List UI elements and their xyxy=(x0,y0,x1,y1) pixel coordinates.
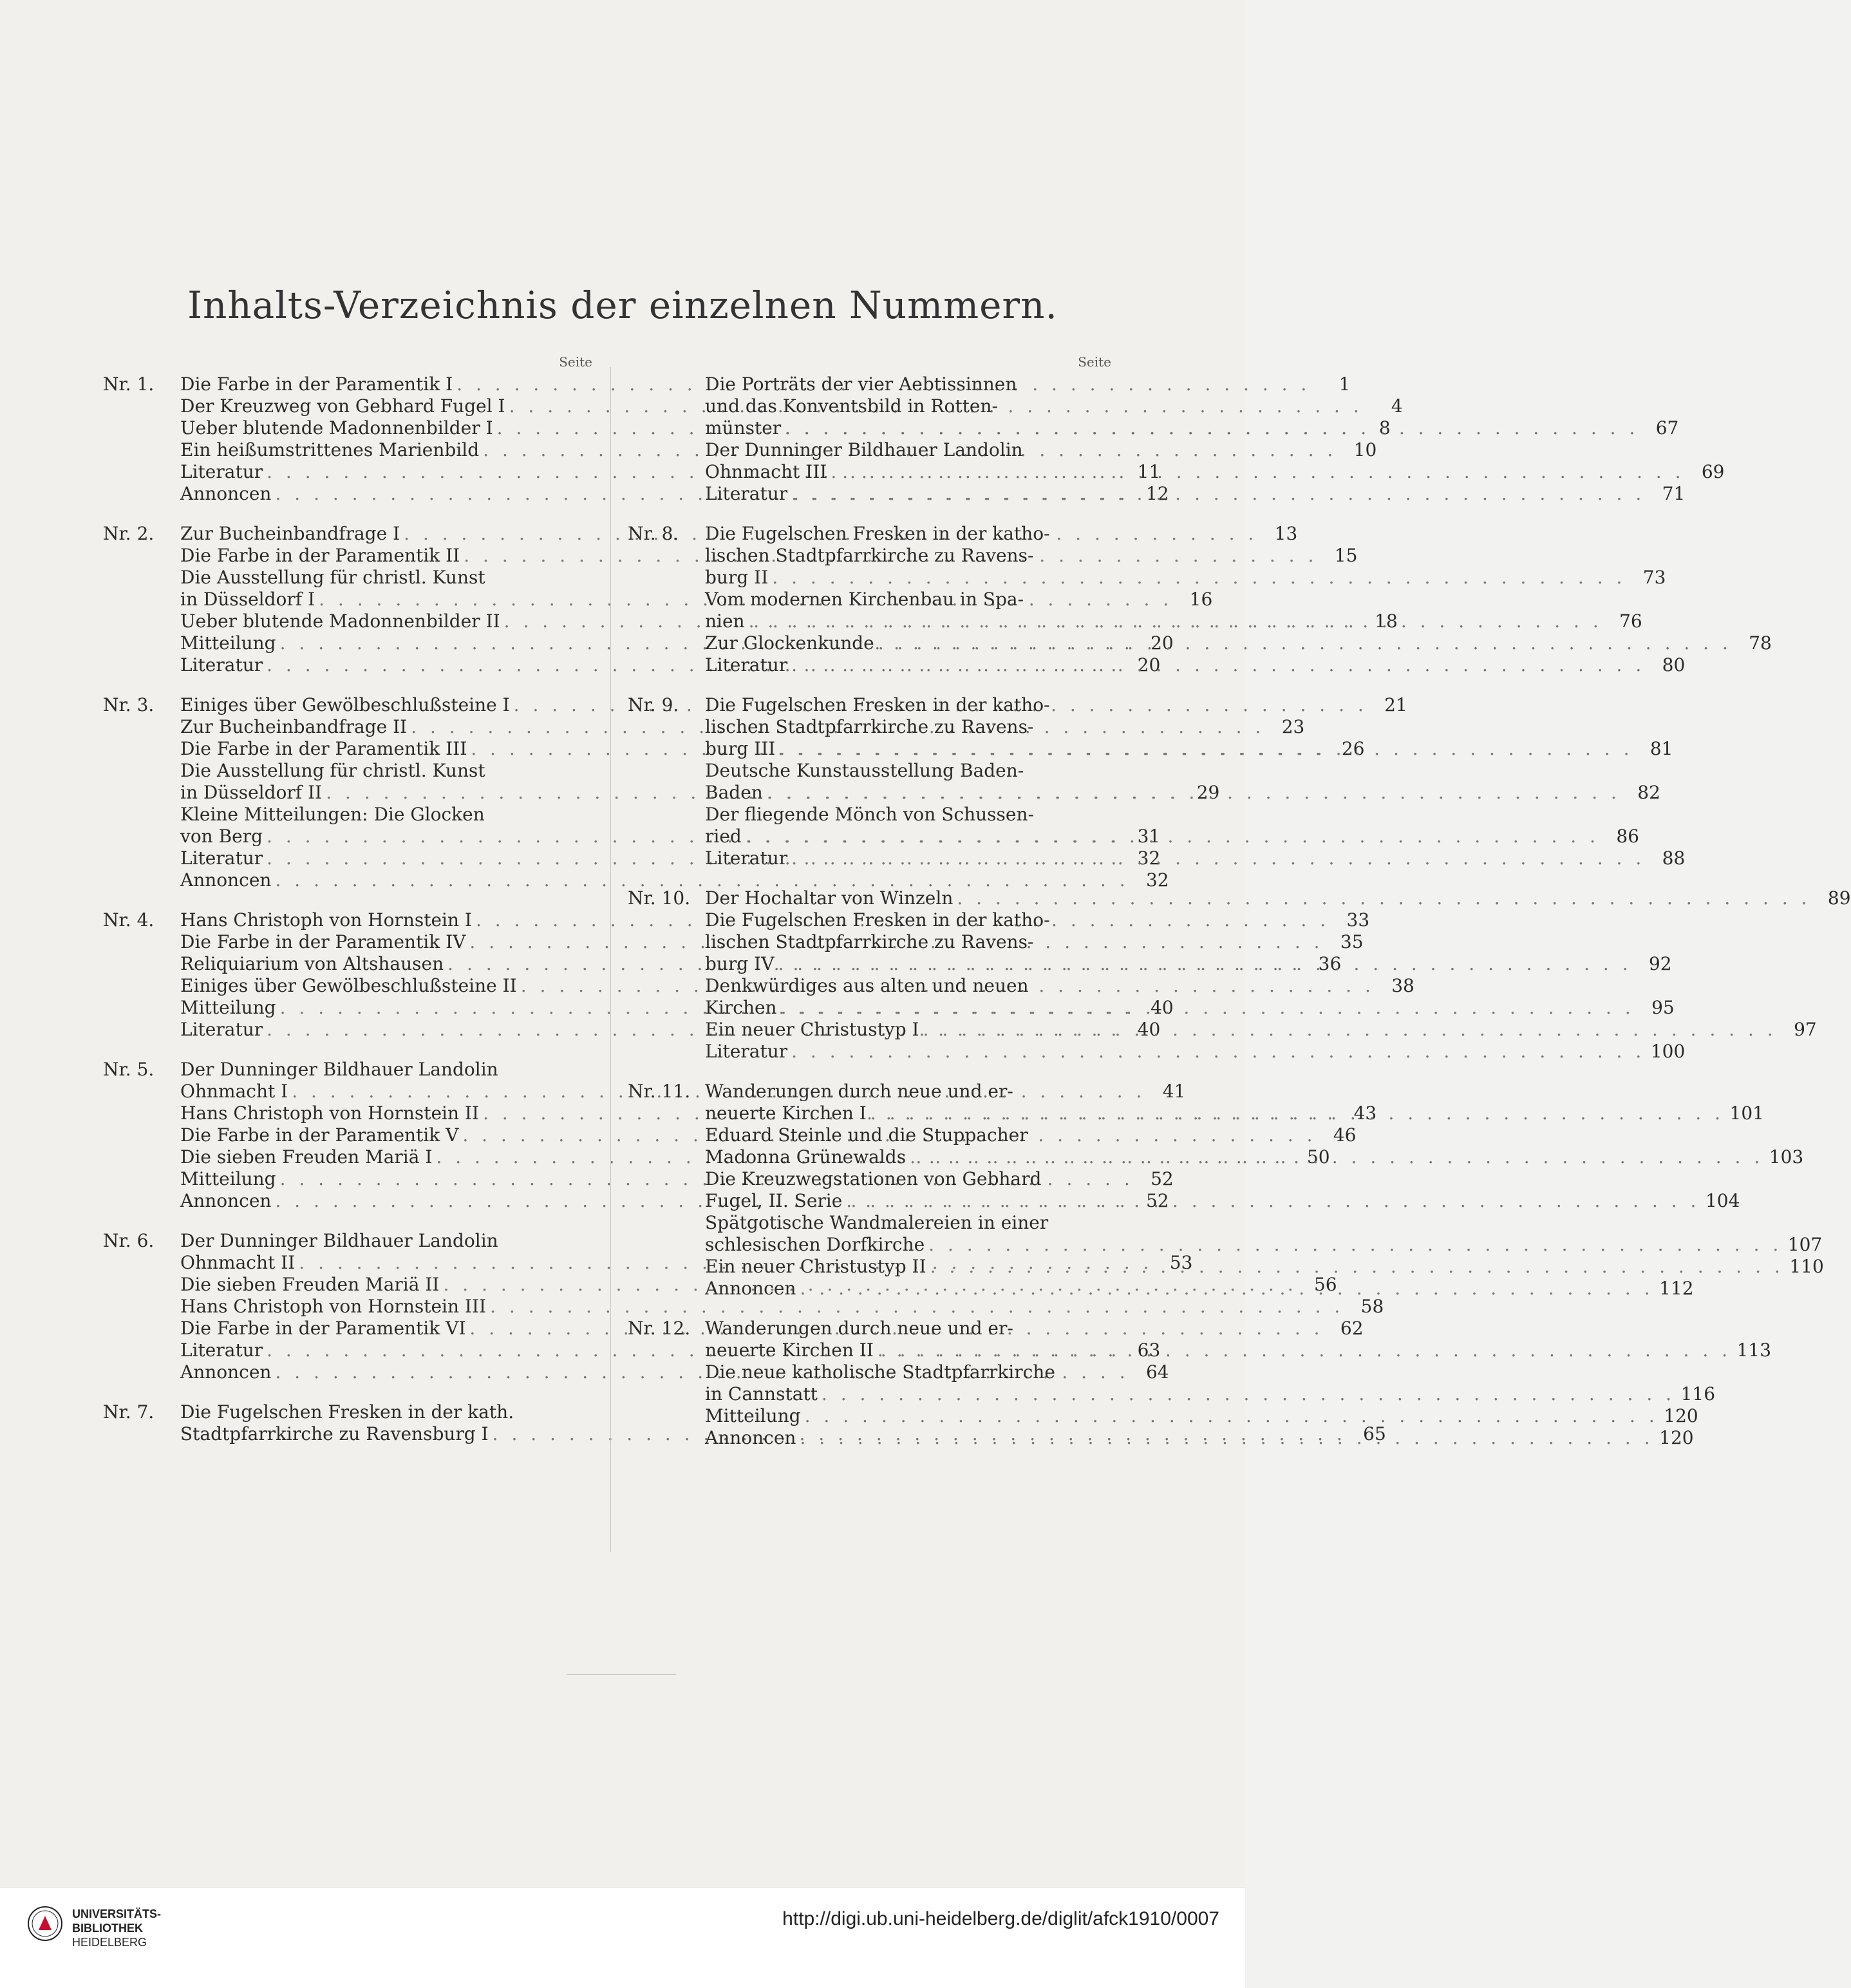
entry-title: Die Farbe in der Paramentik III xyxy=(180,738,467,759)
page-number: 32 xyxy=(1145,869,1169,891)
entry-title: Literatur xyxy=(705,847,788,869)
entry-line xyxy=(705,716,1673,738)
entry-line xyxy=(705,1168,1740,1190)
page-number: 20 xyxy=(1151,632,1174,654)
entry-title: Ohnmacht II xyxy=(180,1252,296,1273)
toc-entry xyxy=(628,887,1851,909)
entry-title: Der Kreuzweg von Gebhard Fugel I xyxy=(180,395,505,417)
page-number: 120 xyxy=(1659,1427,1694,1448)
entry-title: Literatur xyxy=(180,654,263,676)
page-number: 13 xyxy=(1274,523,1298,544)
issue-number: Nr. 12. xyxy=(628,1318,691,1339)
entry-line xyxy=(705,1041,1685,1063)
leader-dots xyxy=(842,1190,1704,1212)
issue-number: Nr. 5. xyxy=(103,1059,155,1080)
entry-line xyxy=(705,804,1639,826)
entry-title: Ein neuer Christustyp I xyxy=(705,1019,919,1040)
page-number: 65 xyxy=(1363,1423,1386,1444)
entry-title: Zur Bucheinbandfrage II xyxy=(180,716,408,737)
entry-title: Die Farbe in der Paramentik IV xyxy=(180,931,466,952)
library-name-line2: BIBLIOTHEK xyxy=(72,1922,143,1935)
entry-title: Annoncen xyxy=(705,1427,796,1448)
toc-entry xyxy=(628,1212,1823,1256)
entry-title: Denkwürdiges aus alten und neuen xyxy=(705,975,1029,996)
seite-label-right: Seite xyxy=(1078,354,1111,370)
entry-line xyxy=(705,523,1666,545)
issue-number: Nr. 3. xyxy=(103,694,155,715)
page-number: 110 xyxy=(1789,1256,1824,1277)
entry-title: Kleine Mitteilungen: Die Glocken xyxy=(180,804,485,825)
leader-dots xyxy=(745,611,1606,632)
source-url-link[interactable]: http://digi.ub.uni-heidelberg.de/diglit/afck1910/0007 xyxy=(782,1908,1219,1929)
entry-title: Die Kreuzwegstationen von Gebhard xyxy=(705,1168,1042,1189)
entry-line xyxy=(705,826,1639,847)
leader-dots xyxy=(781,417,1642,439)
page-number: 26 xyxy=(1341,738,1365,759)
page-number: 80 xyxy=(1662,654,1686,676)
entry-title: Der Dunninger Bildhauer Landolin xyxy=(180,1230,498,1251)
issue-number: Nr. 2. xyxy=(103,523,155,544)
entry-title: Spätgotische Wandmalereien in einer xyxy=(705,1212,1049,1233)
page-number: 62 xyxy=(1340,1318,1364,1339)
entry-line xyxy=(705,975,1675,997)
leader-dots xyxy=(796,1427,1657,1449)
page-number: 43 xyxy=(1353,1103,1377,1124)
entry-title: burg IV xyxy=(705,953,775,974)
leader-dots xyxy=(874,632,1736,654)
toc-entry xyxy=(103,847,1161,869)
entry-line xyxy=(705,611,1642,632)
page-number: 31 xyxy=(1137,826,1161,847)
entry-title: Ohnmacht I xyxy=(180,1081,288,1102)
page-number: 20 xyxy=(1137,654,1161,676)
entry-title: Literatur xyxy=(180,1019,263,1040)
entry-line xyxy=(705,1361,1715,1383)
page-number: 104 xyxy=(1705,1190,1740,1211)
leader-dots xyxy=(777,997,1639,1019)
issue-number: Nr. 9. xyxy=(628,694,679,715)
entry-title: neuerte Kirchen II xyxy=(705,1340,874,1361)
leader-dots xyxy=(906,1146,1767,1168)
page-number: 18 xyxy=(1375,611,1398,632)
page-number: 100 xyxy=(1650,1041,1686,1062)
entry-line xyxy=(705,439,1724,461)
entry-line xyxy=(705,461,1724,483)
leader-dots xyxy=(768,567,1630,589)
entry-line xyxy=(705,1190,1740,1212)
entry-title: Zur Bucheinbandfrage I xyxy=(180,523,400,544)
issue-number: Nr. 7. xyxy=(103,1401,155,1423)
toc-entry xyxy=(103,1296,1384,1318)
entry-title: Die Ausstellung für christl. Kunst xyxy=(180,760,485,781)
leader-dots xyxy=(827,461,1688,483)
entry-title: Fugel, II. Serie xyxy=(705,1190,843,1211)
page-number: 64 xyxy=(1145,1361,1169,1383)
entry-title: von Berg xyxy=(180,826,263,847)
page-number: 101 xyxy=(1729,1103,1764,1124)
entry-title: Einiges über Gewölbeschlußsteine II xyxy=(180,975,517,996)
toc-entry xyxy=(103,654,1161,676)
page-number: 56 xyxy=(1313,1274,1337,1295)
page-number: 95 xyxy=(1651,997,1675,1018)
page-number: 38 xyxy=(1391,975,1414,996)
entry-title: Annoncen xyxy=(180,1361,272,1383)
entry-line xyxy=(705,909,1672,931)
page-number: 1 xyxy=(1339,374,1351,395)
entry-line xyxy=(705,632,1772,654)
entry-title: burg II xyxy=(705,567,769,588)
entry-title: Der Dunninger Bildhauer Landolin xyxy=(180,1059,498,1080)
entry-title: Ohnmacht III xyxy=(705,461,827,482)
leader-dots xyxy=(867,1103,1728,1124)
page-number: 29 xyxy=(1196,782,1220,803)
entry-title: Annoncen xyxy=(180,1190,272,1211)
entry-line xyxy=(705,1212,1822,1234)
entry-title: Die Fugelschen Fresken in der katho- xyxy=(705,909,1050,931)
page-number: 67 xyxy=(1655,417,1679,439)
entry-line xyxy=(705,1427,1694,1449)
entry-title: in Cannstatt xyxy=(705,1383,818,1405)
page-number: 40 xyxy=(1151,997,1174,1018)
entry-line xyxy=(705,1405,1698,1427)
page-number: 97 xyxy=(1794,1019,1817,1040)
page-number: 78 xyxy=(1749,632,1772,654)
entry-title: Mitteilung xyxy=(705,1405,801,1426)
page-number: 58 xyxy=(1360,1296,1384,1317)
entry-title: Kirchen xyxy=(705,997,777,1018)
library-name-line1: UNIVERSITÄTS- xyxy=(72,1908,162,1920)
entry-title: Die Porträts der vier Aebtissinnen xyxy=(705,374,1017,395)
page-number: 53 xyxy=(1169,1252,1193,1273)
entry-line xyxy=(705,1318,1771,1340)
leader-dots xyxy=(953,887,1814,909)
entry-title: Die sieben Freuden Mariä II xyxy=(180,1274,440,1295)
toc-entry xyxy=(628,1041,1686,1063)
page-number: 89 xyxy=(1827,887,1851,909)
entry-title: Der Dunninger Bildhauer Landolin xyxy=(705,439,1023,460)
entry-title: Madonna Grünewalds xyxy=(705,1146,907,1168)
entry-line xyxy=(705,931,1672,953)
entry-title: nien xyxy=(705,611,745,632)
issue-number: Nr. 6. xyxy=(103,1230,155,1251)
entry-line xyxy=(705,1146,1803,1168)
page-number: 35 xyxy=(1340,931,1364,952)
entry-title: Literatur xyxy=(180,847,263,869)
leader-dots xyxy=(774,953,1635,975)
page-number: 81 xyxy=(1649,738,1673,759)
page-number: 52 xyxy=(1145,1190,1169,1211)
page-number: 36 xyxy=(1318,953,1342,974)
entry-title: Mitteilung xyxy=(180,1168,276,1189)
page-number: 69 xyxy=(1701,461,1725,482)
entry-title: Die Farbe in der Paramentik V xyxy=(180,1124,459,1146)
entry-line xyxy=(705,654,1685,676)
entry-title: Wanderungen durch neue und er- xyxy=(705,1318,1013,1339)
entry-title: Der fliegende Mönch von Schussen- xyxy=(705,804,1034,825)
page-number: 112 xyxy=(1659,1278,1694,1299)
entry-title: und das Konventsbild in Rotten- xyxy=(705,395,998,417)
entry-line xyxy=(705,694,1673,716)
entry-title: Literatur xyxy=(180,1340,263,1361)
page-number: 12 xyxy=(1145,483,1169,504)
entry-title: Hans Christoph von Hornstein I xyxy=(180,909,472,931)
entry-title: Hans Christoph von Hornstein II xyxy=(180,1103,480,1124)
entry-title: Mitteilung xyxy=(180,997,276,1018)
entry-title: lischen Stadtpfarrkirche zu Ravens- xyxy=(705,545,1034,566)
entry-title: Die neue katholische Stadtpfarrkirche xyxy=(705,1361,1055,1383)
leader-dots xyxy=(925,1234,1786,1256)
page-number: 50 xyxy=(1306,1146,1330,1168)
page-number: 63 xyxy=(1137,1340,1161,1361)
page-number: 82 xyxy=(1637,782,1660,803)
entry-title: Die Ausstellung für christl. Kunst xyxy=(180,567,485,588)
entry-title: Annoncen xyxy=(705,1278,796,1299)
leader-dots xyxy=(796,1278,1657,1300)
entry-title: Die Fugelschen Fresken in der katho- xyxy=(705,523,1050,544)
page-number: 76 xyxy=(1619,611,1642,632)
page-number: 116 xyxy=(1680,1383,1716,1405)
page-number: 23 xyxy=(1281,716,1305,737)
page-number: 8 xyxy=(1378,417,1391,439)
entry-title: Vom modernen Kirchenbau in Spa- xyxy=(705,589,1024,610)
entry-line xyxy=(705,374,1678,395)
page-number: 88 xyxy=(1662,847,1686,869)
entry-title: Literatur xyxy=(705,654,788,676)
entry-title: Eduard Steinle und die Stuppacher xyxy=(705,1124,1028,1146)
leader-dots xyxy=(763,782,1624,804)
entry-title: lischen Stadtpfarrkirche zu Ravens- xyxy=(705,716,1034,737)
page-number: 113 xyxy=(1736,1340,1772,1361)
entry-line xyxy=(705,589,1642,611)
entry-line xyxy=(705,395,1678,417)
page-number: 11 xyxy=(1137,461,1161,482)
bottom-rule xyxy=(567,1674,676,1675)
entry-line xyxy=(705,953,1672,975)
entry-line xyxy=(705,1340,1771,1361)
page-number: 15 xyxy=(1334,545,1358,566)
entry-line xyxy=(705,997,1675,1019)
leader-dots xyxy=(787,483,1649,505)
leader-dots xyxy=(742,826,1603,847)
page-number: 41 xyxy=(1162,1081,1186,1102)
entry-title: Literatur xyxy=(705,1041,788,1062)
page-number: 21 xyxy=(1384,694,1407,715)
leader-dots xyxy=(787,1041,1649,1063)
leader-dots xyxy=(874,1340,1735,1361)
page-number: 32 xyxy=(1137,847,1161,869)
leader-dots xyxy=(787,654,1649,676)
entry-title: Baden xyxy=(705,782,763,803)
entry-title: Die Farbe in der Paramentik I xyxy=(180,374,453,395)
entry-title: Stadtpfarrkirche zu Ravensburg I xyxy=(180,1423,489,1444)
page-number: 46 xyxy=(1333,1124,1357,1146)
entry-title: Deutsche Kunstausstellung Baden- xyxy=(705,760,1024,781)
issue-number: Nr. 10. xyxy=(628,887,691,909)
entry-title: Mitteilung xyxy=(180,632,276,654)
entry-title: lischen Stadtpfarrkirche zu Ravens- xyxy=(705,931,1034,952)
seite-label-left: Seite xyxy=(559,354,592,370)
entry-line xyxy=(705,847,1685,869)
entry-line xyxy=(705,567,1666,589)
entry-line xyxy=(705,1278,1694,1300)
entry-title: Die Fugelschen Fresken in der katho- xyxy=(705,694,1050,715)
entry-title: Die Fugelschen Fresken in der kath. xyxy=(180,1401,514,1423)
entry-title: Ein neuer Christustyp II xyxy=(705,1256,926,1277)
issue-number: Nr. 11. xyxy=(628,1081,691,1102)
entry-line xyxy=(705,1234,1822,1256)
page-number: 16 xyxy=(1189,589,1213,610)
entry-title: Wanderungen durch neue und er- xyxy=(705,1081,1013,1102)
entry-title: schlesischen Dorfkirche xyxy=(705,1234,925,1255)
entry-title: Die Farbe in der Paramentik II xyxy=(180,545,460,566)
page-number: 86 xyxy=(1616,826,1639,847)
entry-title: Annoncen xyxy=(180,869,272,891)
entry-title: burg III xyxy=(705,738,776,759)
entry-line xyxy=(705,738,1673,760)
entry-line xyxy=(705,760,1660,782)
leader-dots xyxy=(818,1383,1679,1405)
leader-dots xyxy=(775,738,1637,760)
entry-title: Ein heißumstrittenes Marienbild xyxy=(180,439,480,460)
library-name xyxy=(72,1907,161,1949)
toc-entry xyxy=(628,374,1679,439)
page-number: 103 xyxy=(1769,1146,1804,1168)
entry-title: Einiges über Gewölbeschlußsteine I xyxy=(180,694,510,715)
page-number: 33 xyxy=(1346,909,1370,931)
page-number: 52 xyxy=(1151,1168,1174,1189)
page-number: 73 xyxy=(1642,567,1666,588)
entry-line xyxy=(705,483,1685,505)
entry-title: Reliquiarium von Altshausen xyxy=(180,953,444,974)
entry-title: Ueber blutende Madonnenbilder I xyxy=(180,417,493,439)
entry-title: Hans Christoph von Hornstein III xyxy=(180,1296,487,1317)
entry-title: Die sieben Freuden Mariä I xyxy=(180,1146,433,1168)
entry-line xyxy=(705,1124,1803,1146)
entry-title: neuerte Kirchen I xyxy=(705,1103,867,1124)
page-number: 71 xyxy=(1662,483,1686,504)
page-number: 107 xyxy=(1787,1234,1823,1255)
issue-number: Nr. 4. xyxy=(103,909,155,931)
page-number: 40 xyxy=(1137,1019,1161,1040)
entry-line xyxy=(705,1256,1824,1278)
entry-title: Der Hochaltar von Winzeln xyxy=(705,887,954,909)
entry-title: in Düsseldorf I xyxy=(180,589,315,610)
entry-line xyxy=(705,1103,1764,1124)
leader-dots xyxy=(787,847,1649,869)
entry-line xyxy=(705,417,1678,439)
entry-title: Literatur xyxy=(180,461,263,482)
footer-bar xyxy=(0,1887,1245,1988)
leader-dots xyxy=(801,1405,1662,1427)
entry-title: ried xyxy=(705,826,742,847)
issue-number: Nr. 1. xyxy=(103,374,155,395)
entry-line xyxy=(705,782,1660,804)
leader-dots xyxy=(926,1256,1788,1278)
page-title: Inhalts-Verzeichnis der einzelnen Nummern. xyxy=(187,283,1058,327)
page-number: 120 xyxy=(1664,1405,1698,1426)
page-number: 92 xyxy=(1648,953,1672,974)
entry-title: Literatur xyxy=(705,483,788,504)
toc-entry xyxy=(103,869,1169,891)
entry-title: münster xyxy=(705,417,782,439)
issue-number: Nr. 8. xyxy=(628,523,679,544)
page-number: 10 xyxy=(1353,439,1377,460)
entry-title: Ueber blutende Madonnenbilder II xyxy=(180,611,500,632)
entry-line xyxy=(705,1383,1715,1405)
entry-title: Annoncen xyxy=(180,483,272,504)
column-divider xyxy=(610,367,611,1552)
entry-title: Zur Glockenkunde xyxy=(705,632,874,654)
page-number: 4 xyxy=(1391,395,1403,417)
entry-line xyxy=(705,1081,1764,1103)
library-name-line3: HEIDELBERG xyxy=(72,1936,147,1949)
entry-title: in Düsseldorf II xyxy=(180,782,323,803)
university-seal-icon xyxy=(27,1906,63,1942)
entry-line xyxy=(705,1019,1817,1041)
entry-line xyxy=(705,545,1666,567)
toc-entry xyxy=(628,1405,1698,1427)
leader-dots xyxy=(919,1019,1781,1041)
entry-title: Die Farbe in der Paramentik VI xyxy=(180,1318,466,1339)
entry-line xyxy=(705,887,1851,909)
